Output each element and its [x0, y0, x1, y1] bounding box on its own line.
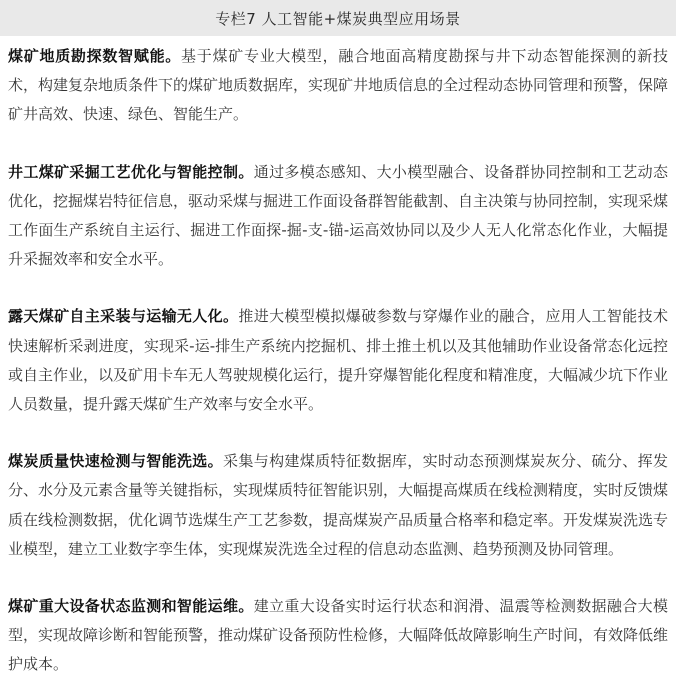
- box-content: [0, 36, 676, 680]
- section-geological-exploration: [8, 42, 668, 130]
- section-coal-quality: [8, 447, 668, 564]
- section-open-pit-mining: [8, 302, 668, 419]
- section-text: 基于煤矿专业大模型，融合地面高精度勘探与井下动态智能探测的新技术，构建复杂地质条件下的煤矿地质数据库，实现矿井地质信息的全过程动态协同管理和预警，保障矿井高效、快速、绿色、智能生产。: [8, 47, 669, 124]
- section-heading: 煤炭质量快速检测与智能洗选。: [8, 452, 223, 471]
- section-heading: 煤矿重大设备状态监测和智能运维。: [8, 597, 254, 616]
- section-heading: 露天煤矿自主采装与运输无人化。: [8, 307, 239, 326]
- section-text: 建立重大设备实时运行状态和润滑、温震等检测数据融合大模型，实现故障诊断和智能预警，推动煤矿设备预防性检修，大幅降低故障影响生产时间，有效降低维护成本。: [8, 597, 669, 674]
- section-underground-mining: [8, 158, 668, 275]
- box-title: [0, 0, 676, 36]
- box-title-text: 专栏7 人工智能+煤炭典型应用场景: [215, 9, 461, 28]
- section-text: 推进大模型模拟爆破参数与穿爆作业的融合，应用人工智能技术快速解析采剥进度，实现采-运-排生产系统内挖掘机、排土推土机以及其他辅助作业设备常态化远控或自主作业，以及矿用卡车无人驾驶规模化运行，提升穿爆智能化程度和精准度，大幅减少坑下作业人员数量，提升露天煤矿生产效率与安全水平。: [8, 307, 669, 414]
- section-heading: 煤矿地质勘探数智赋能。: [8, 47, 182, 65]
- section-equipment-monitoring: [8, 592, 668, 680]
- section-text: 采集与构建煤质特征数据库，实时动态预测煤炭灰分、硫分、挥发分、水分及元素含量等关键指标，实现煤质特征智能识别，大幅提高煤质在线检测精度，实时反馈煤质在线检测数据，优化调节选煤生产工艺参数，提高煤炭产品质量合格率和稳定率。开发煤炭洗选专业模型，建立工业数字孪生体，实现煤炭洗选全过程的信息动态监测、趋势预测及协同管理。: [8, 452, 669, 558]
- section-heading: 井工煤矿采掘工艺优化与智能控制。: [8, 162, 254, 181]
- section-text: 通过多模态感知、大小模型融合、设备群协同控制和工艺动态优化，挖掘煤岩特征信息，驱动采煤与掘进工作面设备群智能截割、自主决策与协同控制，实现采煤工作面生产系统自主运行、掘进工作面探-掘-支-锚-运高效协同以及少人无人化常态化作业，大幅提升采掘效率和安全水平。: [8, 162, 669, 269]
